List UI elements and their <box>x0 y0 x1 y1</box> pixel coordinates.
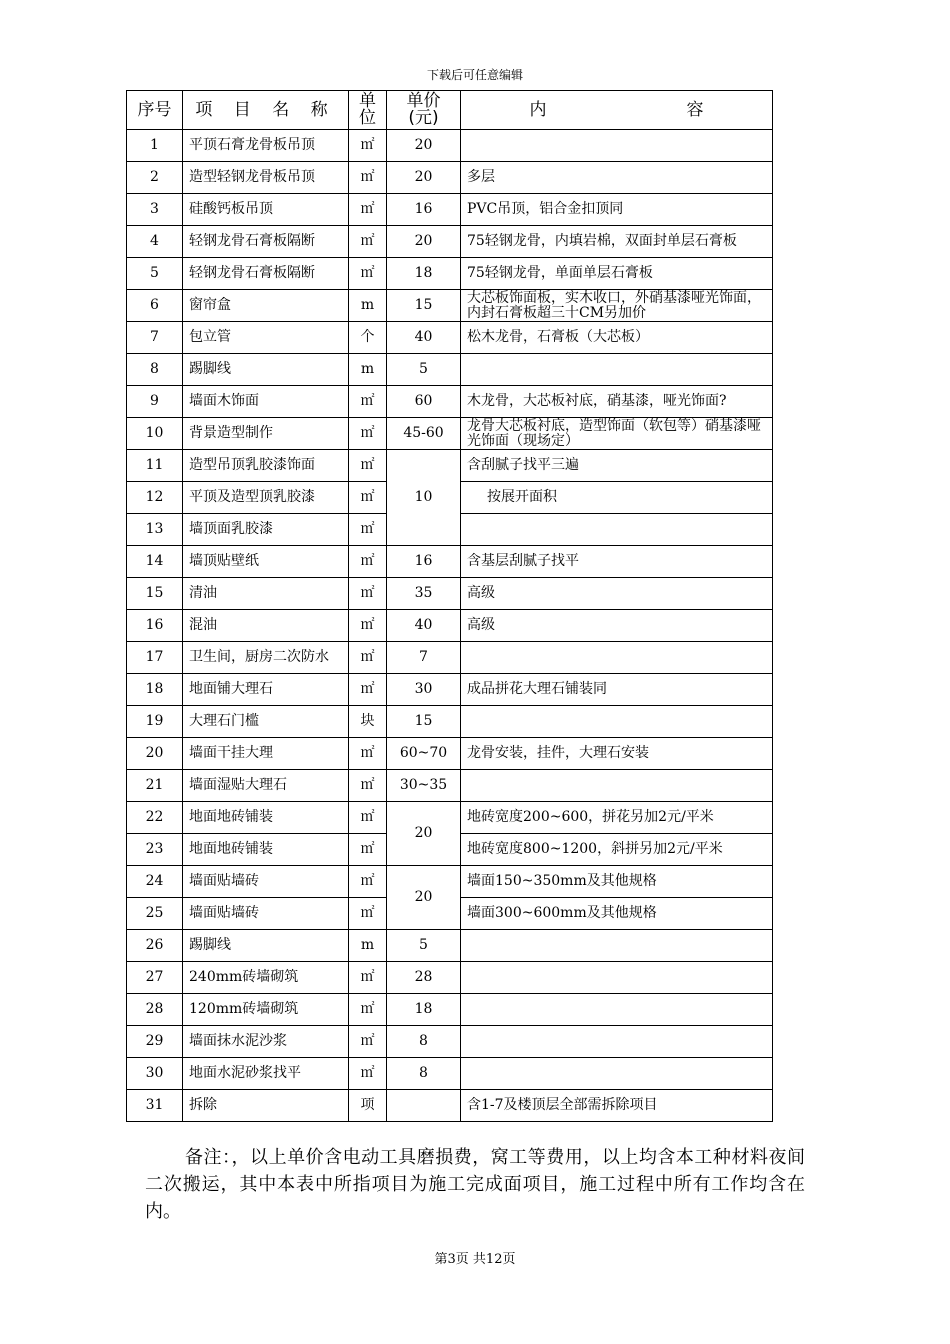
item-unit: m <box>349 290 387 322</box>
header-price-line2: (元) <box>408 108 439 128</box>
table-row <box>127 994 773 1026</box>
item-unit: 块 <box>349 706 387 738</box>
row-number: 16 <box>127 610 183 642</box>
header-unit <box>349 91 387 130</box>
row-number: 9 <box>127 386 183 418</box>
item-unit: m <box>349 354 387 386</box>
item-content <box>461 770 773 802</box>
item-content: 墙面150~350mm及其他规格 <box>461 866 773 898</box>
header-unit-line1: 单 <box>359 91 376 111</box>
table-row <box>127 354 773 386</box>
item-price: 30~35 <box>387 770 461 802</box>
item-content: 75轻钢龙骨，内填岩棉，双面封单层石膏板 <box>461 226 773 258</box>
item-price: 30 <box>387 674 461 706</box>
item-name: 120mm砖墙砌筑 <box>183 994 349 1026</box>
row-number: 26 <box>127 930 183 962</box>
item-content: 龙骨安装，挂件，大理石安装 <box>461 738 773 770</box>
row-number: 28 <box>127 994 183 1026</box>
item-price: 60~70 <box>387 738 461 770</box>
row-number: 29 <box>127 1026 183 1058</box>
item-content: 地砖宽度800~1200，斜拼另加2元/平米 <box>461 834 773 866</box>
remark-note: 备注：，以上单价含电动工具磨损费，窝工等费用，以上均含本工种材料夜间二次搬运，其中本表中所指项目为施工完成面项目，施工过程中所有工作均含在内。 <box>145 1147 805 1222</box>
item-name: 墙面湿贴大理石 <box>183 770 349 802</box>
item-content: 成品拼花大理石铺装同 <box>461 674 773 706</box>
item-content <box>461 642 773 674</box>
item-unit: ㎡ <box>349 738 387 770</box>
item-unit: ㎡ <box>349 450 387 482</box>
item-price: 18 <box>387 994 461 1026</box>
table-row <box>127 226 773 258</box>
header-no: 序号 <box>127 91 183 130</box>
item-price: 20 <box>387 130 461 162</box>
item-name: 混油 <box>183 610 349 642</box>
item-price: 18 <box>387 258 461 290</box>
header-price-line1: 单价 <box>406 91 441 111</box>
item-name: 墙面贴墙砖 <box>183 866 349 898</box>
table-row <box>127 866 773 898</box>
item-name: 清油 <box>183 578 349 610</box>
item-unit: ㎡ <box>349 610 387 642</box>
header-content-right: 容 <box>686 99 704 120</box>
header-content <box>461 91 773 130</box>
item-unit: ㎡ <box>349 258 387 290</box>
item-unit: ㎡ <box>349 770 387 802</box>
item-name: 窗帘盒 <box>183 290 349 322</box>
item-price: 28 <box>387 962 461 994</box>
item-price: 20 <box>387 802 461 866</box>
row-number: 11 <box>127 450 183 482</box>
row-number: 5 <box>127 258 183 290</box>
item-price <box>387 1090 461 1122</box>
table-row <box>127 194 773 226</box>
item-name: 造型轻钢龙骨板吊顶 <box>183 162 349 194</box>
item-content: 松木龙骨，石膏板（大芯板） <box>461 322 773 354</box>
table-row <box>127 770 773 802</box>
item-name: 平顶石膏龙骨板吊顶 <box>183 130 349 162</box>
row-number: 18 <box>127 674 183 706</box>
table-row <box>127 130 773 162</box>
item-content <box>461 130 773 162</box>
item-name: 地面铺大理石 <box>183 674 349 706</box>
item-unit: ㎡ <box>349 994 387 1026</box>
table-row <box>127 450 773 482</box>
item-unit: ㎡ <box>349 162 387 194</box>
item-unit: 项 <box>349 1090 387 1122</box>
item-unit: ㎡ <box>349 130 387 162</box>
item-content <box>461 1026 773 1058</box>
row-number: 10 <box>127 418 183 450</box>
header-content-left: 内 <box>529 99 547 120</box>
item-name: 墙顶面乳胶漆 <box>183 514 349 546</box>
row-number: 3 <box>127 194 183 226</box>
table-row <box>127 610 773 642</box>
table-row <box>127 418 773 450</box>
item-name: 轻钢龙骨石膏板隔断 <box>183 226 349 258</box>
row-number: 7 <box>127 322 183 354</box>
item-name: 硅酸钙板吊顶 <box>183 194 349 226</box>
table-row <box>127 162 773 194</box>
row-number: 31 <box>127 1090 183 1122</box>
row-number: 25 <box>127 898 183 930</box>
item-content <box>461 994 773 1026</box>
header-note: 下载后可任意编辑 <box>426 68 523 82</box>
item-price: 16 <box>387 546 461 578</box>
row-number: 1 <box>127 130 183 162</box>
item-price: 16 <box>387 194 461 226</box>
row-number: 22 <box>127 802 183 834</box>
item-content: 75轻钢龙骨，单面单层石膏板 <box>461 258 773 290</box>
table-header-row <box>127 91 773 130</box>
item-price: 45-60 <box>387 418 461 450</box>
table-row <box>127 322 773 354</box>
row-number: 15 <box>127 578 183 610</box>
table-row <box>127 258 773 290</box>
page-footer: 第3页 共12页 <box>434 1252 516 1267</box>
table-row <box>127 546 773 578</box>
item-unit: 个 <box>349 322 387 354</box>
item-content: 多层 <box>461 162 773 194</box>
table-row <box>127 1090 773 1122</box>
row-number: 6 <box>127 290 183 322</box>
item-content: 龙骨大芯板衬底，造型饰面（软包等）硝基漆哑光饰面（现场定） <box>461 418 773 450</box>
item-price: 8 <box>387 1058 461 1090</box>
item-name: 墙面木饰面 <box>183 386 349 418</box>
item-price: 10 <box>387 450 461 546</box>
table-row <box>127 674 773 706</box>
row-number: 4 <box>127 226 183 258</box>
item-name: 踢脚线 <box>183 930 349 962</box>
item-price: 5 <box>387 930 461 962</box>
item-price: 20 <box>387 226 461 258</box>
item-name: 平顶及造型顶乳胶漆 <box>183 482 349 514</box>
table-body <box>127 130 773 1122</box>
item-name: 地面地砖铺装 <box>183 834 349 866</box>
item-name: 地面水泥砂浆找平 <box>183 1058 349 1090</box>
price-table <box>126 90 773 1122</box>
table-row <box>127 1026 773 1058</box>
item-content: 大芯板饰面板，实木收口，外硝基漆哑光饰面，内封石膏板超三十CM另加价 <box>461 290 773 322</box>
item-name: 墙面抹水泥沙浆 <box>183 1026 349 1058</box>
row-number: 13 <box>127 514 183 546</box>
item-unit: ㎡ <box>349 674 387 706</box>
item-content: 高级 <box>461 578 773 610</box>
item-name: 卫生间，厨房二次防水 <box>183 642 349 674</box>
item-price: 40 <box>387 322 461 354</box>
item-unit: ㎡ <box>349 482 387 514</box>
item-unit: ㎡ <box>349 546 387 578</box>
table-row <box>127 642 773 674</box>
table-row <box>127 290 773 322</box>
table-row <box>127 578 773 610</box>
item-content: 含刮腻子找平三遍 <box>461 450 773 482</box>
row-number: 17 <box>127 642 183 674</box>
item-unit: ㎡ <box>349 802 387 834</box>
item-price: 40 <box>387 610 461 642</box>
row-number: 30 <box>127 1058 183 1090</box>
item-unit: ㎡ <box>349 194 387 226</box>
table-row <box>127 1058 773 1090</box>
item-price: 8 <box>387 1026 461 1058</box>
item-name: 墙面干挂大理 <box>183 738 349 770</box>
item-name: 地面地砖铺装 <box>183 802 349 834</box>
row-number: 12 <box>127 482 183 514</box>
row-number: 8 <box>127 354 183 386</box>
item-content <box>461 962 773 994</box>
table-row <box>127 930 773 962</box>
header-unit-line2: 位 <box>359 108 376 128</box>
item-name: 踢脚线 <box>183 354 349 386</box>
item-name: 包立管 <box>183 322 349 354</box>
item-unit: ㎡ <box>349 578 387 610</box>
item-price: 35 <box>387 578 461 610</box>
item-name: 墙顶贴壁纸 <box>183 546 349 578</box>
item-content <box>461 1058 773 1090</box>
item-price: 7 <box>387 642 461 674</box>
row-number: 2 <box>127 162 183 194</box>
item-unit: m <box>349 930 387 962</box>
item-price: 5 <box>387 354 461 386</box>
row-number: 19 <box>127 706 183 738</box>
item-price: 20 <box>387 162 461 194</box>
item-unit: ㎡ <box>349 834 387 866</box>
item-content <box>461 514 773 546</box>
item-content: 墙面300~600mm及其他规格 <box>461 898 773 930</box>
table-row <box>127 706 773 738</box>
item-unit: ㎡ <box>349 898 387 930</box>
item-price: 20 <box>387 866 461 930</box>
row-number: 23 <box>127 834 183 866</box>
item-content: PVC吊顶，铝合金扣顶同 <box>461 194 773 226</box>
item-name: 240mm砖墙砌筑 <box>183 962 349 994</box>
item-name: 墙面贴墙砖 <box>183 898 349 930</box>
item-name: 造型吊顶乳胶漆饰面 <box>183 450 349 482</box>
row-number: 27 <box>127 962 183 994</box>
header-price <box>387 91 461 130</box>
item-content: 地砖宽度200~600，拼花另加2元/平米 <box>461 802 773 834</box>
row-number: 14 <box>127 546 183 578</box>
item-unit: ㎡ <box>349 866 387 898</box>
table-row <box>127 962 773 994</box>
header-name: 项 目 名 称 <box>183 91 349 130</box>
item-price: 15 <box>387 290 461 322</box>
item-price: 60 <box>387 386 461 418</box>
row-number: 21 <box>127 770 183 802</box>
item-unit: ㎡ <box>349 226 387 258</box>
row-number: 24 <box>127 866 183 898</box>
item-content: 高级 <box>461 610 773 642</box>
item-name: 轻钢龙骨石膏板隔断 <box>183 258 349 290</box>
item-content <box>461 354 773 386</box>
item-content: 含基层刮腻子找平 <box>461 546 773 578</box>
item-name: 大理石门槛 <box>183 706 349 738</box>
item-unit: ㎡ <box>349 962 387 994</box>
table-row <box>127 386 773 418</box>
item-unit: ㎡ <box>349 1026 387 1058</box>
item-unit: ㎡ <box>349 514 387 546</box>
item-content <box>461 930 773 962</box>
item-name: 背景造型制作 <box>183 418 349 450</box>
item-content: 木龙骨，大芯板衬底，硝基漆，哑光饰面? <box>461 386 773 418</box>
table-row <box>127 802 773 834</box>
item-content: 按展开面积 <box>461 482 773 514</box>
item-content <box>461 706 773 738</box>
table-row <box>127 738 773 770</box>
item-unit: ㎡ <box>349 418 387 450</box>
item-unit: ㎡ <box>349 386 387 418</box>
row-number: 20 <box>127 738 183 770</box>
item-unit: ㎡ <box>349 642 387 674</box>
item-unit: ㎡ <box>349 1058 387 1090</box>
item-name: 拆除 <box>183 1090 349 1122</box>
item-content: 含1-7及楼顶层全部需拆除项目 <box>461 1090 773 1122</box>
item-price: 15 <box>387 706 461 738</box>
